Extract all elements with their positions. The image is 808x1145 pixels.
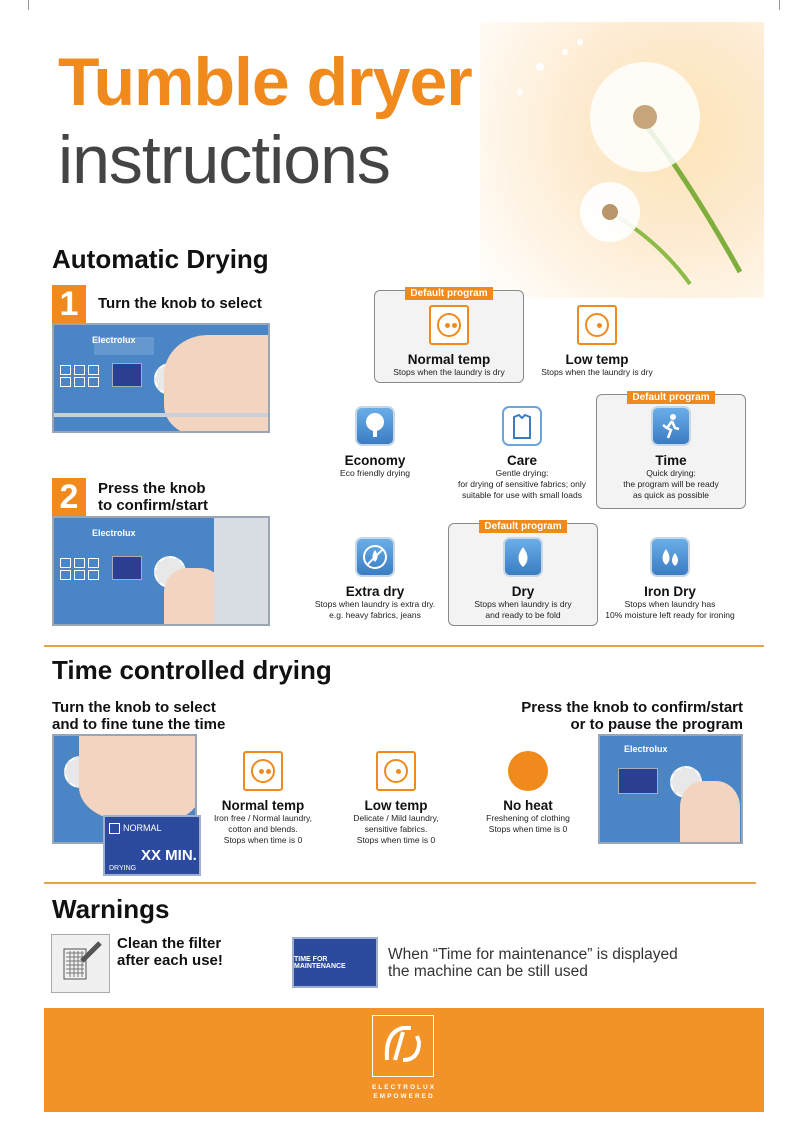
low-temp-icon [577, 305, 617, 345]
maintenance-display: TIME FOR MAINTENANCE [292, 937, 378, 988]
program-iron-dry[interactable]: Iron Dry Stops when laundry has 10% moisture left ready for ironing [590, 537, 750, 621]
filter-warning-text: Clean the filter after each use! [117, 935, 223, 969]
no-drop-icon [355, 537, 395, 577]
panel-display [112, 556, 142, 580]
section-heading-automatic: Automatic Drying [52, 244, 269, 274]
panel-display [112, 363, 142, 387]
low-temp-icon [376, 751, 416, 791]
control-panel-2 [52, 516, 270, 626]
panel-buttons [60, 365, 100, 387]
page-title: Tumble dryer [58, 44, 472, 120]
display-mode-icon [109, 823, 120, 834]
timed-program-low-temp[interactable]: Low temp Delicate / Mild laundry, sensitive fabrics. Stops when time is 0 [316, 751, 476, 846]
tree-icon [355, 406, 395, 446]
control-panel-4 [598, 734, 743, 844]
program-dry[interactable]: Dry Stops when laundry is dry and ready to be fold [443, 537, 603, 621]
crop-mark [28, 0, 29, 10]
program-time[interactable]: Time Quick drying: the program will be ready as quick as possible [591, 406, 751, 501]
timed-right-label: Press the knob to confirm/start or to pause the program [521, 699, 743, 733]
electrolux-logo-icon [372, 1015, 434, 1077]
timed-left-label: Turn the knob to select and to fine tune the time [52, 699, 226, 733]
control-panel-1 [52, 323, 270, 433]
hand-image [79, 736, 197, 821]
step-2-label: Press the knob to confirm/start [98, 480, 209, 514]
lcd-state: DRYING [109, 865, 137, 872]
double-drop-icon [650, 537, 690, 577]
panel-buttons [60, 558, 100, 580]
panel-brand: Electrolux [624, 744, 668, 754]
finger-image [680, 781, 740, 844]
footer-banner [44, 1008, 764, 1112]
normal-temp-icon [429, 305, 469, 345]
program-normal-temp[interactable]: Normal temp Stops when the laundry is dry [369, 305, 529, 378]
step-1-label: Turn the knob to select [98, 295, 262, 312]
program-low-temp[interactable]: Low temp Stops when the laundry is dry [517, 305, 677, 378]
step-number-2: 2 [52, 478, 86, 516]
dandelion-image [480, 22, 764, 298]
default-program-tag: Default program [405, 287, 493, 300]
filter-icon [51, 934, 110, 993]
lcd-time: XX MIN. [141, 847, 197, 864]
step-number-1: 1 [52, 285, 86, 323]
default-program-tag: Default program [479, 520, 567, 533]
drop-icon [503, 537, 543, 577]
section-heading-timed: Time controlled drying [52, 655, 332, 685]
panel-brand: Electrolux [92, 528, 136, 538]
panel-display [618, 768, 658, 794]
section-divider [44, 645, 764, 647]
shirt-icon [502, 406, 542, 446]
default-program-tag: Default program [627, 391, 715, 404]
normal-temp-icon [243, 751, 283, 791]
hand-image [164, 335, 270, 433]
no-heat-icon [508, 751, 548, 791]
running-person-icon [651, 406, 691, 446]
lcd-mode: NORMAL [123, 823, 162, 833]
section-heading-warnings: Warnings [52, 894, 170, 924]
timed-program-no-heat[interactable]: No heat Freshening of clothing Stops when time is 0 [448, 751, 608, 835]
page-subtitle: instructions [58, 122, 390, 198]
panel-brand: Electrolux [92, 335, 136, 345]
section-divider [44, 882, 756, 884]
program-economy[interactable]: Economy Eco friendly drying [295, 406, 455, 479]
footer-brand: ELECTROLUX EMPOWERED [371, 1084, 437, 1100]
crop-mark [779, 0, 780, 10]
program-care[interactable]: Care Gentle drying: for drying of sensitive fabrics; only suitable for use with small loads [442, 406, 602, 501]
maintenance-warning-text: When “Time for maintenance” is displayed the machine can be still used [388, 946, 678, 980]
program-extra-dry[interactable]: Extra dry Stops when laundry is extra dry. e.g. heavy fabrics, jeans [295, 537, 455, 621]
timed-program-normal-temp[interactable]: Normal temp Iron free / Normal laundry, cotton and blends. Stops when time is 0 [183, 751, 343, 846]
